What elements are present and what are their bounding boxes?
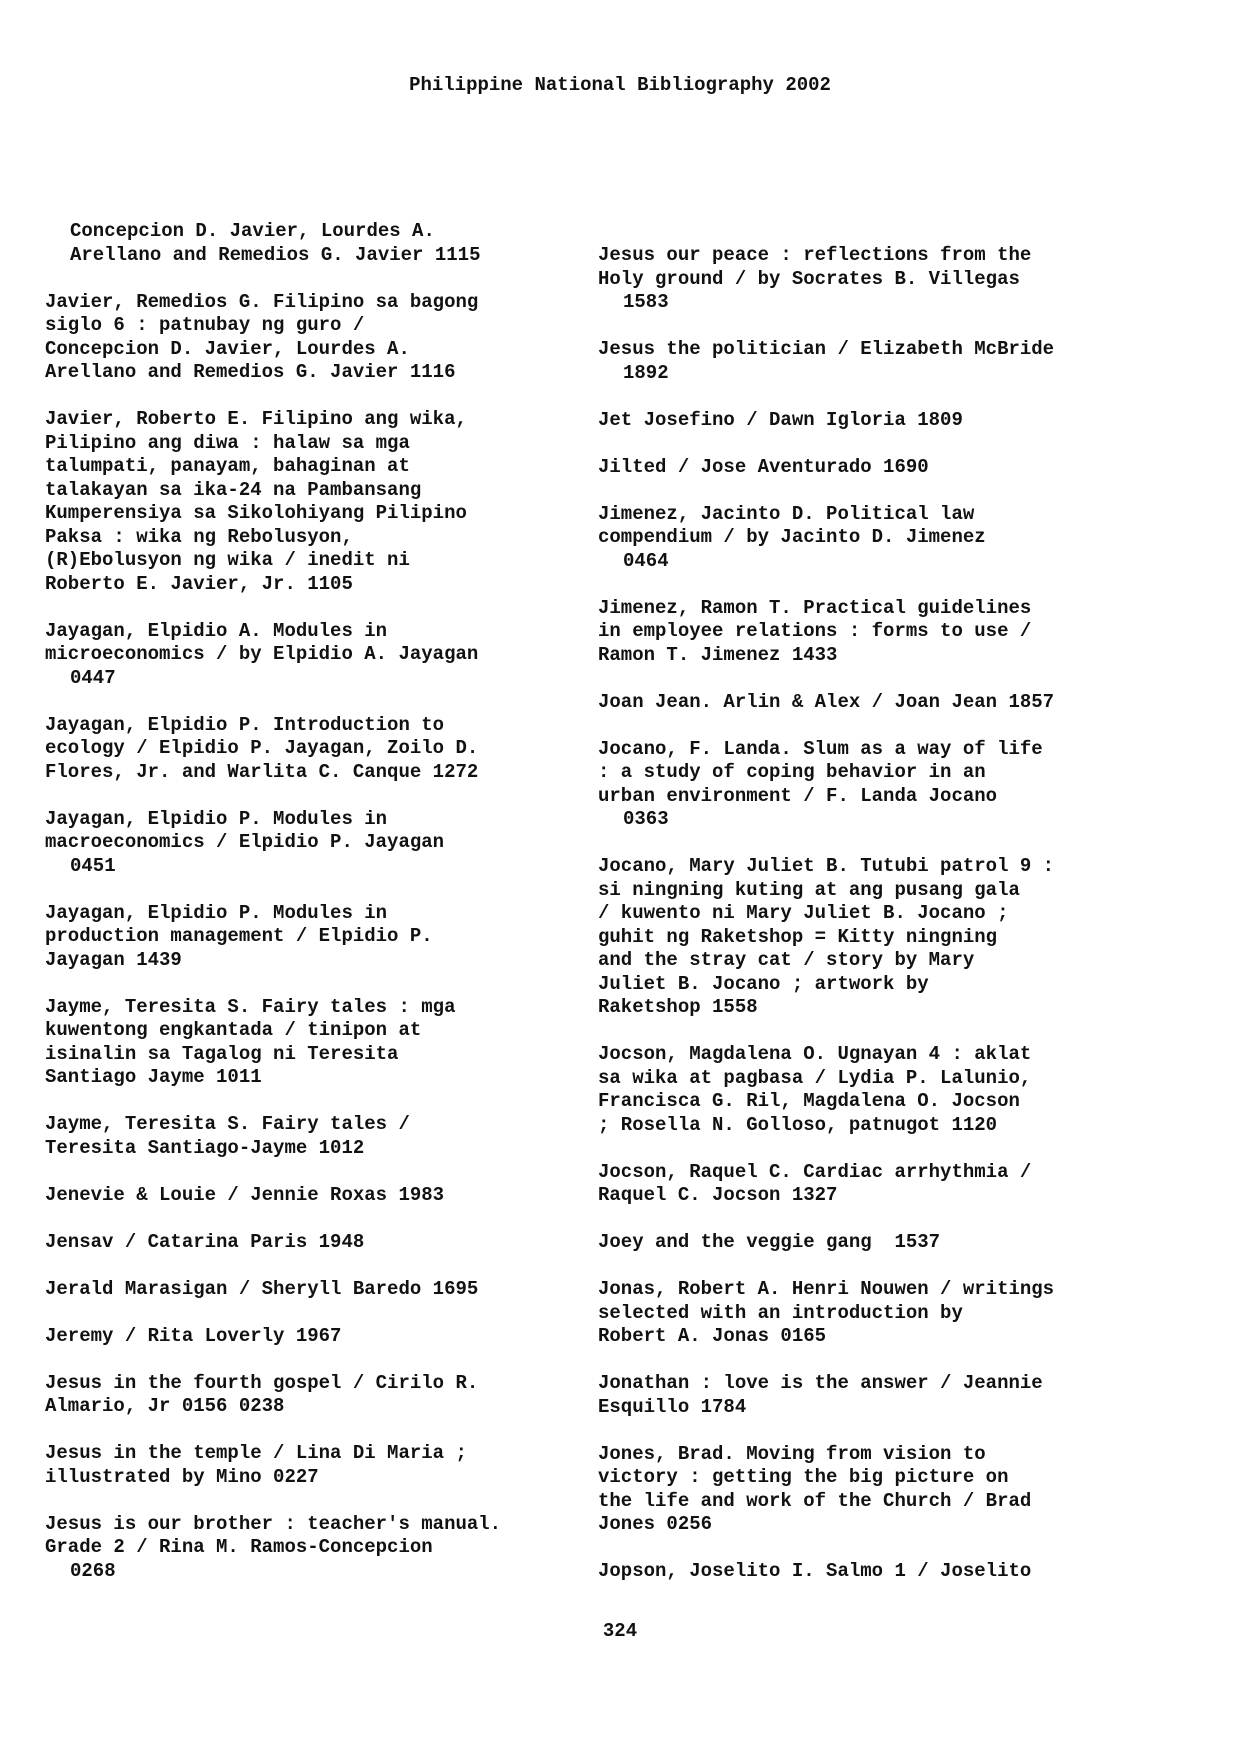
entry-line: Teresita Santiago-Jayme 1012 [45, 1136, 365, 1159]
entry-line: compendium / by Jacinto D. Jimenez [598, 526, 986, 548]
entry-line: Jimenez, Ramon T. Practical guidelines [598, 596, 1032, 619]
bibliography-entry [598, 1043, 1158, 1137]
entry-line: Flores, Jr. and Warlita C. Canque 1272 [45, 760, 479, 783]
entry-line: Jensav / Catarina Paris 1948 [45, 1230, 365, 1253]
entry-line: Jilted / Jose Aventurado 1690 [598, 455, 929, 478]
entry-line: Jayme, Teresita S. Fairy tales : mga [45, 995, 456, 1018]
entry-line: Jocson, Raquel C. Cardiac arrhythmia / [598, 1160, 1032, 1183]
entry-line: Jones, Brad. Moving from vision to [598, 1442, 986, 1465]
bibliography-entry [598, 1161, 1158, 1208]
entry-line: Javier, Remedios G. Filipino sa bagong [45, 290, 479, 313]
entry-line: selected with an introduction by [598, 1301, 963, 1324]
entry-line: 0447 [70, 666, 116, 689]
bibliography-entry [598, 597, 1158, 668]
entry-line: Jayagan, Elpidio P. Introduction to [45, 713, 445, 736]
bibliography-entry [45, 996, 605, 1090]
entry-line: guhit ng Raketshop = Kitty ningning [598, 925, 998, 948]
entry-line: Holy ground / by Socrates B. Villegas [598, 267, 1020, 290]
entry-line: / kuwento ni Mary Juliet B. Jocano ; [598, 902, 1009, 924]
entry-line: Javier, Roberto E. Filipino ang wika, [45, 408, 467, 430]
entry-line: 1583 [623, 291, 669, 313]
entry-line: Santiago Jayme 1011 [45, 1066, 262, 1088]
bibliography-entry [598, 1231, 1158, 1255]
entry-line: Jocson, Magdalena O. Ugnayan 4 : aklat [598, 1043, 1032, 1065]
entry-line: Jayme, Teresita S. Fairy tales / [45, 1113, 410, 1135]
entry-line: Jerald Marasigan / Sheryll Baredo 1695 [45, 1277, 479, 1300]
bibliography-entry [45, 291, 605, 385]
entry-line: Jocano, F. Landa. Slum as a way of life [598, 737, 1043, 760]
bibliography-entry [598, 738, 1158, 832]
entry-line: sa wika at pagbasa / Lydia P. Lalunio, [598, 1066, 1032, 1089]
entry-line: Jesus in the fourth gospel / Cirilo R. [45, 1371, 479, 1394]
bibliography-entry [45, 1513, 605, 1584]
bibliography-entry [45, 808, 605, 879]
entry-line: urban environment / F. Landa Jocano [598, 784, 998, 807]
page-number: 324 [602, 1620, 638, 1642]
entry-line: Jayagan 1439 [45, 948, 182, 971]
running-header: Philippine National Bibliography 2002 [409, 74, 831, 96]
entry-line: Robert A. Jonas 0165 [598, 1325, 827, 1347]
entry-line: ; Rosella N. Golloso, patnugot 1120 [598, 1113, 998, 1136]
bibliography-entry [598, 1560, 1158, 1584]
entry-line: si ningning kuting at ang pusang gala [598, 878, 1020, 901]
entry-line: Paksa : wika ng Rebolusyon, [45, 525, 353, 548]
entry-line: Kumperensiya sa Sikolohiyang Pilipino [45, 502, 467, 524]
entry-line: Jimenez, Jacinto D. Political law [598, 502, 975, 525]
entry-line: Jesus our peace : reflections from the [598, 244, 1032, 266]
entry-line: Concepcion D. Javier, Lourdes A. [70, 220, 435, 242]
entry-line: Ramon T. Jimenez 1433 [598, 643, 838, 666]
entry-line: Francisca G. Ril, Magdalena O. Jocson [598, 1090, 1020, 1112]
bibliography-entry [45, 1372, 605, 1419]
bibliography-entry [45, 408, 605, 596]
entry-line: isinalin sa Tagalog ni Teresita [45, 1042, 399, 1065]
entry-line: Grade 2 / Rina M. Ramos-Concepcion [45, 1536, 433, 1558]
entry-line: Jonas, Robert A. Henri Nouwen / writings [598, 1278, 1055, 1300]
bibliography-entry [45, 220, 605, 267]
entry-line: : a study of coping behavior in an [598, 761, 986, 783]
entry-line: Esquillo 1784 [598, 1395, 747, 1418]
bibliography-entry [45, 1325, 605, 1349]
entry-line: 0451 [70, 854, 116, 877]
bibliography-entry [45, 1442, 605, 1489]
bibliography-entry [45, 1278, 605, 1302]
bibliography-entry [598, 1372, 1158, 1419]
entry-line: Raquel C. Jocson 1327 [598, 1184, 838, 1206]
entry-line: Pilipino ang diwa : halaw sa mga [45, 431, 410, 454]
entry-line: 0363 [623, 808, 669, 830]
entry-line: production management / Elpidio P. [45, 925, 433, 947]
entry-line: (R)Ebolusyon ng wika / inedit ni [45, 549, 410, 571]
entry-line: 1892 [623, 361, 669, 384]
entry-line: ecology / Elpidio P. Jayagan, Zoilo D. [45, 737, 479, 759]
entry-line: kuwentong engkantada / tinipon at [45, 1019, 422, 1041]
bibliography-entry [598, 1443, 1158, 1537]
entry-line: Jenevie & Louie / Jennie Roxas 1983 [45, 1183, 445, 1206]
entry-line: Jones 0256 [598, 1513, 713, 1535]
bibliography-entry [45, 1231, 605, 1255]
entry-line: Joan Jean. Arlin & Alex / Joan Jean 1857 [598, 690, 1055, 713]
entry-line: Jesus in the temple / Lina Di Maria ; [45, 1442, 467, 1464]
entry-line: Jesus is our brother : teacher's manual. [45, 1512, 502, 1535]
right-column [598, 244, 1158, 1607]
bibliography-entry [598, 244, 1158, 315]
bibliography-entry [45, 1113, 605, 1160]
entry-line: talumpati, panayam, bahaginan at [45, 455, 410, 477]
entry-line: Arellano and Remedios G. Javier 1116 [45, 361, 456, 383]
entry-line: Roberto E. Javier, Jr. 1105 [45, 572, 353, 595]
bibliography-entry [598, 855, 1158, 1020]
entry-line: illustrated by Mino 0227 [45, 1465, 319, 1488]
bibliography-entry [598, 338, 1158, 385]
entry-line: Jeremy / Rita Loverly 1967 [45, 1324, 342, 1347]
bibliography-entry [45, 902, 605, 973]
bibliography-entry [598, 503, 1158, 574]
entry-line: Jayagan, Elpidio A. Modules in [45, 619, 388, 642]
entry-line: Jayagan, Elpidio P. Modules in [45, 901, 388, 924]
entry-line: Almario, Jr 0156 0238 [45, 1395, 285, 1417]
bibliography-entry [598, 691, 1158, 715]
bibliography-entry [45, 620, 605, 691]
entry-line: in employee relations : forms to use / [598, 620, 1032, 642]
left-column [45, 220, 605, 1607]
entry-line: Jocano, Mary Juliet B. Tutubi patrol 9 : [598, 855, 1055, 877]
bibliography-entry [45, 1184, 605, 1208]
entry-line: Concepcion D. Javier, Lourdes A. [45, 337, 410, 360]
entry-line: microeconomics / by Elpidio A. Jayagan [45, 643, 479, 665]
entry-line: Jopson, Joselito I. Salmo 1 / Joselito [598, 1560, 1032, 1582]
entry-line: victory : getting the big picture on [598, 1466, 1009, 1488]
entry-line: Juliet B. Jocano ; artwork by [598, 972, 929, 995]
entry-line: Jet Josefino / Dawn Igloria 1809 [598, 408, 963, 431]
entry-line: and the stray cat / story by Mary [598, 949, 975, 971]
entry-line: Jonathan : love is the answer / Jeannie [598, 1372, 1043, 1394]
bibliography-entry [598, 1278, 1158, 1349]
entry-line: 0268 [70, 1559, 116, 1582]
entry-line: Arellano and Remedios G. Javier 1115 [70, 243, 481, 266]
entry-line: the life and work of the Church / Brad [598, 1489, 1032, 1512]
bibliography-entry [598, 456, 1158, 480]
entry-line: 0464 [623, 549, 669, 572]
entry-line: Jesus the politician / Elizabeth McBride [598, 338, 1055, 360]
bibliography-entry [45, 714, 605, 785]
entry-line: siglo 6 : patnubay ng guro / [45, 314, 365, 336]
bibliography-entry [598, 409, 1158, 433]
entry-line: talakayan sa ika-24 na Pambansang [45, 478, 422, 501]
entry-line: Raketshop 1558 [598, 996, 758, 1018]
entry-line: Jayagan, Elpidio P. Modules in [45, 807, 388, 830]
entry-line: Joey and the veggie gang 1537 [598, 1231, 941, 1253]
entry-line: macroeconomics / Elpidio P. Jayagan [45, 831, 445, 853]
